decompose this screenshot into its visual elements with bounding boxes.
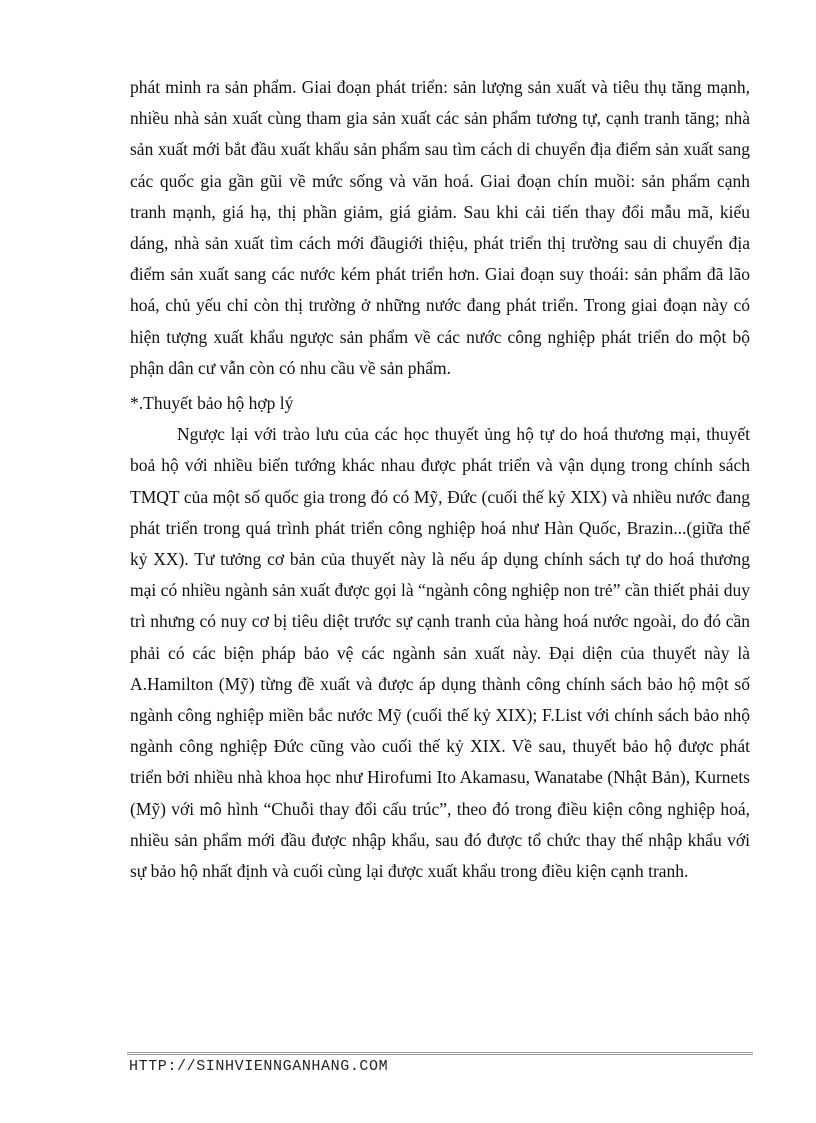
paragraph-product-lifecycle: phát minh ra sản phẩm. Giai đoạn phát triển: sản lượng sản xuất và tiêu thụ tăng mạnh, nhiều nhà sản xuất cùng tham gia sản xuất các sản phẩm tương tự, cạnh tranh tăng; nhà sản xuất mới bắt đầu xuất khẩu sản phẩm sau tìm cách di chuyển địa điểm sản xuất sang các quốc gia gần gũi về mức sống và văn hoá. Giai đoạn chín muồi: sản phẩm cạnh tranh mạnh, giá hạ, thị phần giảm, giá giảm. Sau khi cải tiến thay đổi mẫu mã, kiểu dáng, nhà sản xuất tìm cách mới đầugiới thiệu, phát triển thị trường sau di chuyển địa điểm sản xuất sang các nước kém phát triển hơn. Giai đoạn suy thoái: sản phẩm đã lão hoá, chủ yếu chỉ còn thị trường ở những nước đang phát triển. Trong giai đoạn này có hiện tượng xuất khẩu ngược sản phẩm về các nước công nghiệp phát triển do một bộ phận dân cư vẫn còn có nhu cầu về sản phẩm. <box>130 77 750 378</box>
body-content <box>130 72 750 887</box>
footer-divider <box>127 1052 753 1055</box>
section-heading: *.Thuyết bảo hộ hợp lý <box>130 393 294 414</box>
paragraph-protection-theory: Ngược lại với trào lưu của các học thuyết ủng hộ tự do hoá thương mại, thuyết boả hộ với nhiều biến tướng khác nhau được phát triển và vận dụng trong chính sách TMQT của một số quốc gia trong đó có Mỹ, Đức (cuối thế kỷ XIX) và nhiều nước đang phát triển trong quá trình phát triển công nghiệp hoá như Hàn Quốc, Brazin...(giữa thế kỷ XX). Tư tưởng cơ bản của thuyết này là nếu áp dụng chính sách tự do hoá thương mại có nhiều ngành sản xuất được gọi là “ngành công nghiệp non trẻ” cần thiết phải duy trì nhưng có nuy cơ bị tiêu diệt trước sự cạnh tranh của hàng hoá nước ngoài, do đó cần phải có các biện pháp bảo vệ các ngành sản xuất này. Đại diện của thuyết này là A.Hamilton (Mỹ) từng đề xuất và được áp dụng thành công chính sách bảo hộ một số ngành công nghiệp miền bắc nước Mỹ (cuối thế kỷ XIX); F.List với chính sách bảo nhộ ngành công nghiệp Đức cũng vào cuối thế kỷ XIX. Về sau, thuyết bảo hộ được phát triển bởi nhiều nhà khoa học như Hirofumi Ito Akamasu, Wanatabe (Nhật Bản), Kurnets (Mỹ) với mô hình “Chuỗi thay đổi cấu trúc”, theo đó trong điều kiện công nghiệp hoá, nhiều sản phẩm mới đầu được nhập khẩu, sau đó được tổ chức thay thế nhập khẩu với sự bảo hộ nhất định và cuối cùng lại được xuất khẩu trong điều kiện cạnh tranh. <box>130 424 750 882</box>
footer-url: HTTP://SINHVIENNGANHANG.COM <box>129 1058 389 1075</box>
